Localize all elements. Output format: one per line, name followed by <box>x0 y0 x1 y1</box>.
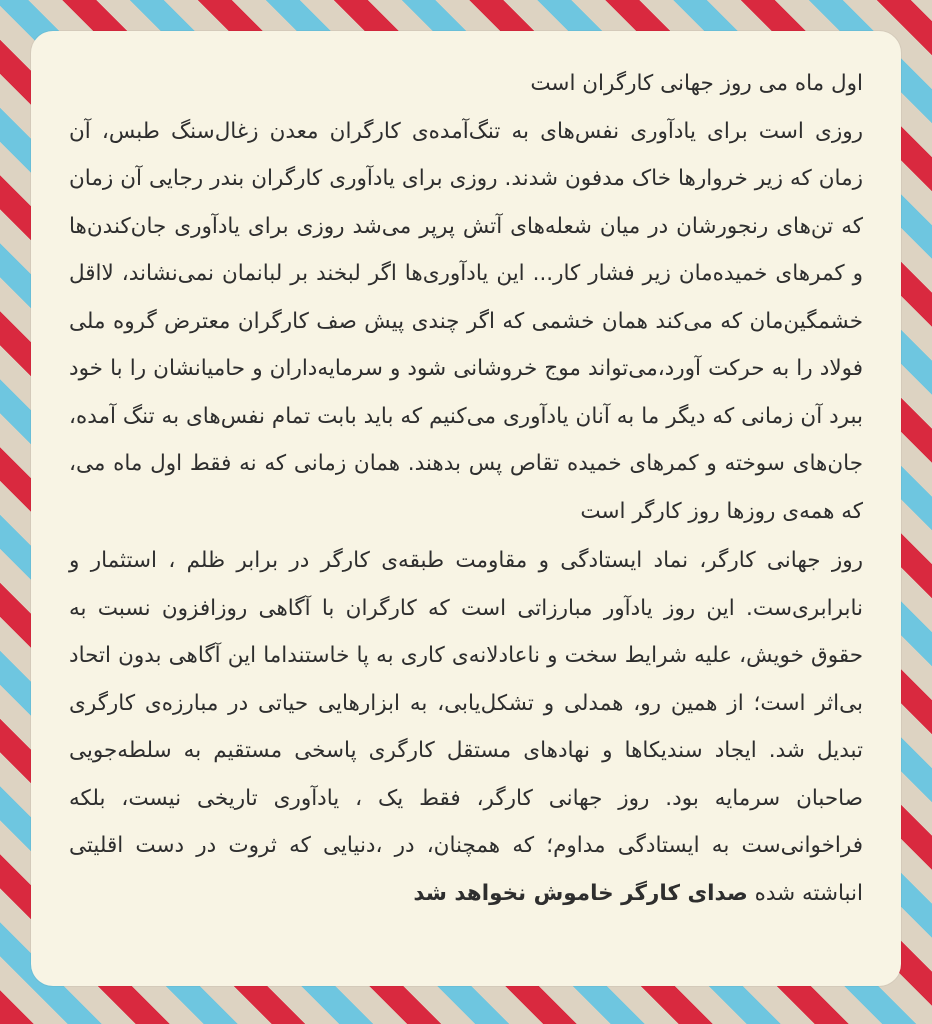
first-paragraph <box>69 60 863 535</box>
post-heading: اول ماه می روز جهانی کارگران است <box>530 71 863 96</box>
paragraph-one-text: روزی است برای یادآوری نفس‌های به تنگ‌آمده‌ی کارگران معدن زغال‌سنگ طبس، آن زمان که زیر خروارها خاک مدفون شدند. روزی برای یادآوری کارگران بندر رجایی آن زمان که تن‌های رنجورشان در میان شعله‌های آتش پرپر می‌شد روزی برای یادآوری جان‌کندن‌ها و کمرهای خمیده‌مان زیر فشار کار... این یادآوری‌ها اگر لبخند بر لبانمان نمی‌نشاند، لااقل خشمگین‌مان که می‌کند همان خشمی که اگر چندی پیش صف کارگران معترض گروه ملی فولاد را به حرکت آورد،می‌تواند موج خروشانی شود و سرمایه‌داران و حامیانشان را با خود ببرد آن زمانی که دیگر ما به آنان یادآوری می‌کنیم که باید بابت تمام نفس‌های به تنگ آمده، جان‌های سوخته و کمرهای خمیده تقاص پس بدهند. همان زمانی که نه فقط اول ماه می، که همه‌ی روزها روز کارگر است <box>69 118 863 524</box>
paragraph-two-text: روز جهانی کارگر، نماد ایستادگی و مقاومت طبقه‌ی کارگر در برابر ظلم ، استثمار و نابرابری‌ست. این روز یادآور مبارزاتی است که کارگران با آگاهی روزافزون نسبت به حقوق خویش، علیه شرایط سخت و ناعادلانه‌ی کاری به پا خاستنداما این آگاهی بدون اتحاد بی‌اثر است؛ از همین رو، همدلی و تشکل‌یابی، به ابزارهایی حیاتی در مبارزه‌ی کارگری تبدیل شد. ایجاد سندیکاها و نهادهای مستقل کارگری پاسخی مستقیم به سلطه‌جویی صاحبان سرمایه بود. روز جهانی کارگر، فقط یک ، یادآوری تاریخی نیست، بلکه فراخوانی‌ست به ایستادگی مداوم؛ که همچنان، در ،دنیایی که ثروت در دست اقلیتی انباشته شده <box>69 548 863 906</box>
post-card <box>31 31 901 986</box>
second-paragraph <box>69 537 863 917</box>
closing-bold-phrase: صدای کارگر خاموش نخواهد شد <box>413 880 748 906</box>
